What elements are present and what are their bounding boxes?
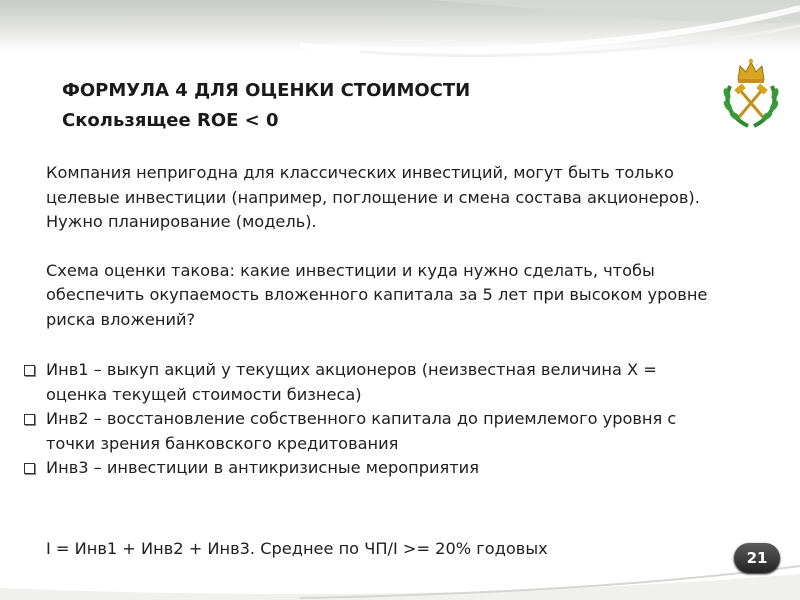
- bullet-list: [22, 358, 722, 481]
- body-paragraph: Схема оценки такова: какие инвестиции и куда нужно сделать, чтобы обеспечить окупаемость вложенного капитала за 5 лет при высоком уровне риска вложений?: [46, 260, 708, 329]
- list-item-text: Инв3 – инвестиции в антикризисные мероприятия: [46, 458, 479, 477]
- list-item-text: Инв1 – выкуп акций у текущих акционеров (неизвестная величина Х = оценка текущей стоимости бизнеса): [46, 360, 657, 404]
- list-item: [22, 358, 722, 407]
- footer-swoosh-decoration: [0, 560, 800, 600]
- formula-line: I = Инв1 + Инв2 + Инв3. Среднее по ЧП/I >= 20% годовых: [46, 539, 548, 558]
- slide-subtitle: Скользящее ROE < 0: [62, 110, 279, 131]
- body-paragraph: Компания непригодна для классических инвестиций, могут быть только целевые инвестиции (например, поглощение и смена состава акционеров). Нужно планирование (модель).: [46, 163, 700, 231]
- page-number-badge: 21: [734, 543, 780, 573]
- checkbox-square-icon: [24, 414, 35, 425]
- header-swoosh-decoration: [0, 0, 800, 80]
- checkbox-square-icon: [24, 463, 35, 474]
- list-item: [22, 407, 722, 456]
- list-item-text: Инв2 – восстановление собственного капитала до приемлемого уровня с точки зрения банковского кредитования: [46, 409, 677, 453]
- checkbox-square-icon: [24, 365, 35, 376]
- slide-title: ФОРМУЛА 4 ДЛЯ ОЦЕНКИ СТОИМОСТИ: [62, 80, 471, 101]
- crown-crossed-hammers-laurel-emblem-icon: [718, 56, 784, 132]
- list-item: [22, 456, 722, 481]
- slide-body: [46, 161, 726, 332]
